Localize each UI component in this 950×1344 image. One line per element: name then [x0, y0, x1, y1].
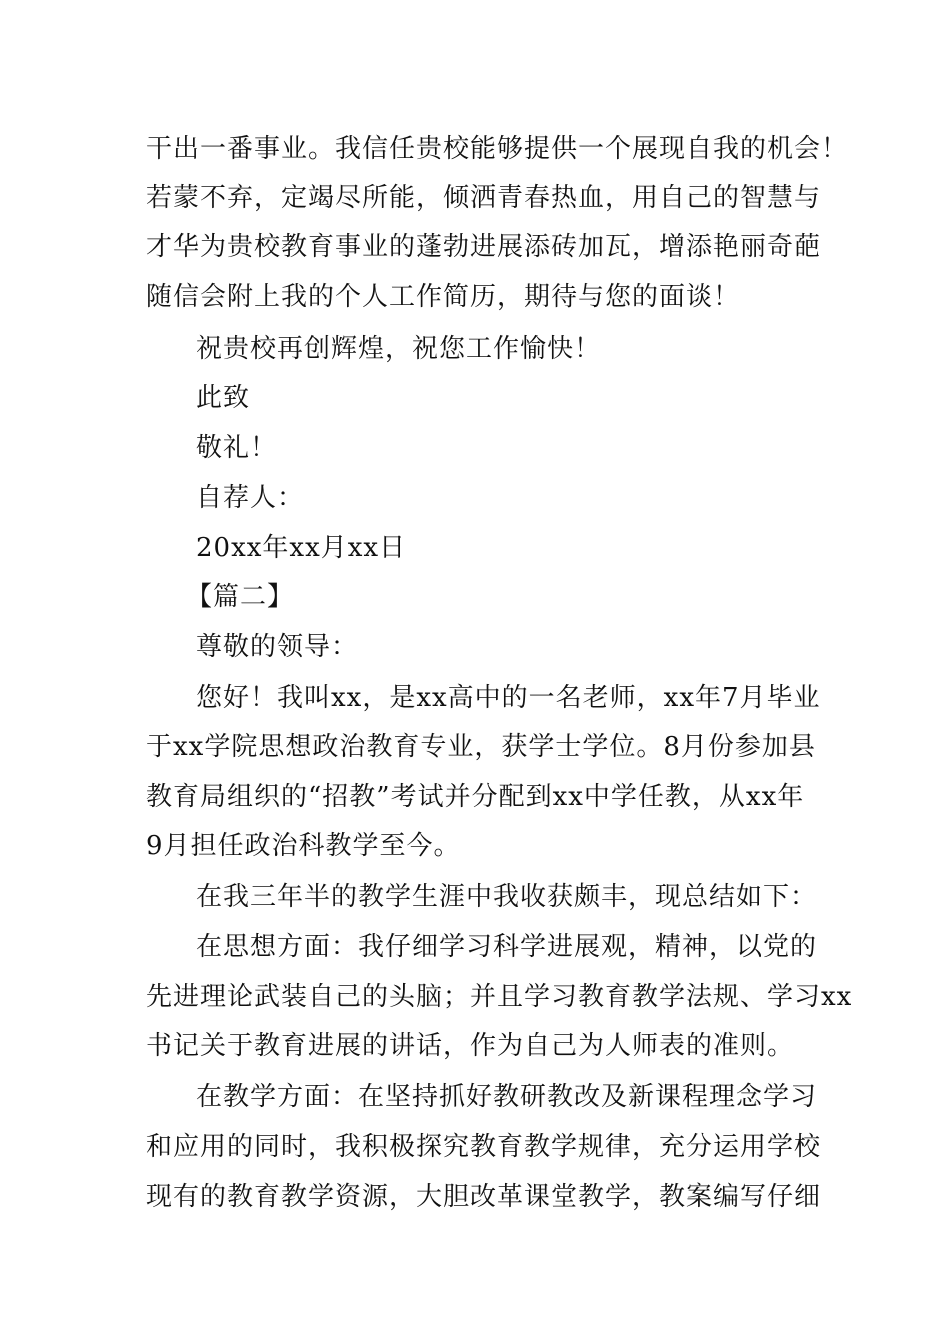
text-line: 您好！我叫xx，是xx高中的一名老师，xx年7月毕业 [196, 683, 821, 713]
date-line: 20xx年xx月xx日 [196, 533, 407, 563]
text-line: 书记关于教育进展的讲话，作为自己为人师表的准则。 [146, 1031, 795, 1061]
text-line: 教育局组织的“招教”考试并分配到xx中学任教，从xx年 [146, 782, 805, 812]
salutation: 尊敬的领导： [196, 632, 359, 662]
text-line: 敬礼！ [196, 433, 278, 463]
text-line: 祝贵校再创辉煌，祝您工作愉快！ [196, 334, 602, 364]
text-line: 和应用的同时，我积极探究教育教学规律，充分运用学校 [146, 1132, 822, 1162]
text-line: 若蒙不弃，定竭尽所能，倾洒青春热血，用自己的智慧与 [146, 183, 822, 213]
text-line: 随信会附上我的个人工作简历，期待与您的面谈！ [146, 282, 741, 312]
text-line: 在教学方面：在坚持抓好教研教改及新课程理念学习 [196, 1082, 818, 1112]
text-line: 在思想方面：我仔细学习科学进展观，精神，以党的 [196, 932, 818, 962]
text-line: 现有的教育教学资源，大胆改革课堂教学，教案编写仔细 [146, 1182, 822, 1212]
text-line: 此致 [196, 383, 251, 413]
text-line: 于xx学院思想政治教育专业，获学士学位。8月份参加县 [146, 732, 816, 762]
text-line: 9月担任政治科教学至今。 [146, 831, 461, 861]
text-line: 先进理论武装自己的头脑；并且学习教育教学法规、学习xx [146, 982, 853, 1012]
text-line: 才华为贵校教育事业的蓬勃进展添砖加瓦，增添艳丽奇葩 [146, 232, 822, 262]
text-line: 自荐人： [196, 483, 305, 513]
section-heading: 【篇二】 [186, 582, 295, 612]
text-line: 在我三年半的教学生涯中我收获颇丰，现总结如下： [196, 882, 818, 912]
text-line: 干出一番事业。我信任贵校能够提供一个展现自我的机会！ [146, 134, 849, 164]
